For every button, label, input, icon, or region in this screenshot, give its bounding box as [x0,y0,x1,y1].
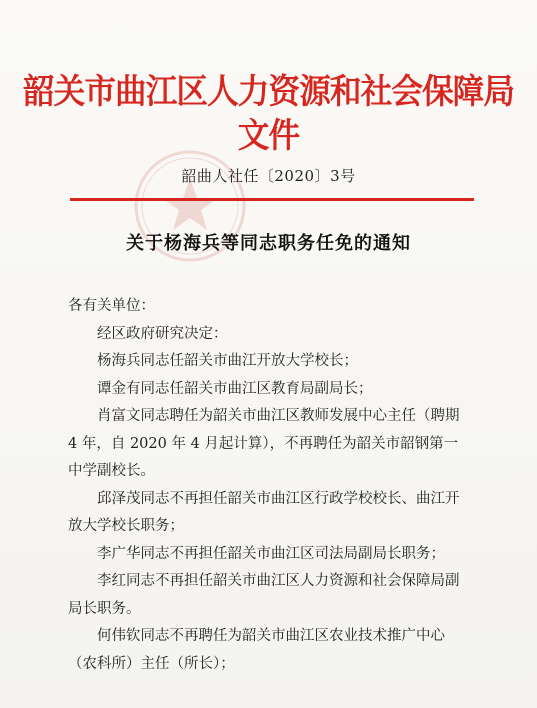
body-paragraph: 李广华同志不再担任韶关市曲江区司法局副局长职务； [97,545,445,562]
body-paragraph: 李红同志不再担任韶关市曲江区人力资源和社会保障局副局长职务。 [68,573,460,617]
salutation: 各有关单位： [68,298,155,314]
body-paragraph: 杨海兵同志任韶关市曲江开放大学校长； [97,353,358,369]
body-paragraph: 肖富文同志聘任为韶关市曲江区教师发展中心主任（聘期 4 年，自 2020 年 4 月起计算），不再聘任为韶关市韶钢第一中学副校长。 [68,408,460,479]
notice-title: 关于杨海兵等同志职务任免的通知 [126,233,411,254]
document-number: 韶曲人社任〔2020〕3号 [181,167,356,185]
body-paragraph: 经区政府研究决定： [97,325,228,342]
body-paragraph: 何伟钦同志不再聘任为韶关市曲江区农业技术推广中心（农科所）主任（所长）； [68,628,445,672]
body-paragraph: 邱泽茂同志不再担任韶关市曲江区行政学校校长、曲江开放大学校长职务； [68,490,460,534]
notice-body [68,293,468,678]
issuing-authority-title: 韶关市曲江区人力资源和社会保障局文件 [22,72,515,156]
body-paragraph: 谭金有同志任韶关市曲江区教育局副局长； [97,380,373,397]
red-divider-line [70,198,474,201]
